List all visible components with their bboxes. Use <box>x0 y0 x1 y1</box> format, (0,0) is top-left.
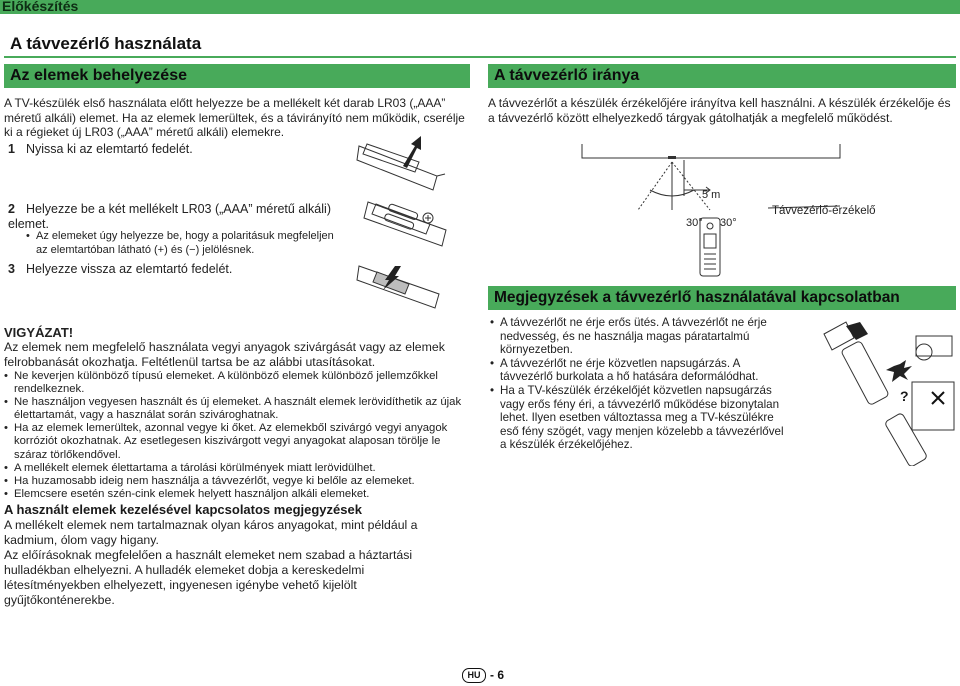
direction-heading-bar <box>488 64 956 88</box>
disposal-p1: A mellékelt elemek nem tartalmaznak olyan káros anyagokat, mint például a kadmium, ólom vagy higany. <box>4 518 418 547</box>
step-2-bullets <box>26 230 348 257</box>
step-1 <box>8 142 338 157</box>
batteries-heading-bar <box>4 64 470 88</box>
batteries-intro: A TV-készülék első használata előtt helyezze be a mellékelt két darab LR03 („AAA” méretű alkáli) elemet. Ha az elemek lemerültek, és a távirányító nem működik, cserélje ki a régieket új LR03 („AAA” méretű alkáli) elemekre. <box>4 96 465 139</box>
section-header-label: Előkészítés <box>2 0 79 14</box>
notes-heading: Megjegyzések a távvezérlő használatával kapcsolatban <box>494 289 900 306</box>
direction-heading: A távvezérlő iránya <box>494 67 640 84</box>
notes-bullet: • Ha a TV-készülék érzékelőjét közvetlen napsugárzás vagy erős fény éri, a távvezérlő működése bizonytalan lehet. Ilyen esetben változtassa meg a TV-készülékre eső fény szögét, vagy menjen közelebb a távvezérlővel a készülék érzékelőjéhez. <box>490 384 790 452</box>
caution-bullet: • Ha az elemek lemerültek, azonnal vegye ki őket. Az elemekből szivárgó vegyi anyagok korróziót okozhatnak. Az esetlegesen kiszivárgott vegyi anyagokat alaposan törölje le száraz törlőkendővel. <box>4 422 466 461</box>
section-header-bar <box>0 0 960 14</box>
step-1-number: 1 <box>8 142 15 156</box>
angle-right-label: 30° <box>720 217 737 229</box>
disposal-title: A használt elemek kezelésével kapcsolatos megjegyzések <box>4 502 362 517</box>
page-number <box>462 668 504 683</box>
disposal-p2: Az előírásoknak megfelelően a használt elemeket nem szabad a háztartási hulladékban elhelyezni. A hulladék elemeket dobja a kereskedelmi létesítményekben elhelyezett, ingyenesen igénybe vehető kijelölt gyűjtőkonténerekbe. <box>4 548 413 607</box>
caution-text: Az elemek nem megfelelő használata vegyi anyagok szivárgását vagy az elemek felrobbanását okozhatja. Feltétlenül tartsa be az alábbi utasításokat. <box>4 340 445 369</box>
language-badge: HU <box>462 668 486 683</box>
page-number-text: - 6 <box>490 668 505 682</box>
battery-insert-illustration <box>362 192 462 258</box>
notes-heading-bar <box>488 286 956 310</box>
step-3-text: Helyezze vissza az elemtartó fedelét. <box>26 262 233 276</box>
remote-close-cover-illustration <box>355 258 455 314</box>
step-2-text: Helyezze be a két mellékelt LR03 („AAA” méretű alkáli) elemet. <box>8 202 331 231</box>
batteries-heading: Az elemek behelyezése <box>10 67 187 84</box>
angle-left-label: 30° <box>686 217 703 229</box>
step-2-number: 2 <box>8 202 15 216</box>
sunlight-warning-illustration <box>820 316 956 466</box>
notes-bullets <box>490 316 790 452</box>
page-title: A távvezérlő használata <box>10 34 202 53</box>
step-1-text: Nyissa ki az elemtartó fedelét. <box>26 142 193 156</box>
step-2 <box>8 202 348 231</box>
caution-bullet: • Ne keverjen különböző típusú elemeket. A különböző elemek különböző jellemzőkkel rendelkeznek. <box>4 370 466 396</box>
notes-bullet: • A távvezérlőt ne érje erős ütés. A távvezérlőt ne érje nedvesség, és ne használja magas páratartalmú környezetben. <box>490 316 790 357</box>
notes-bullet: • A távvezérlőt ne érje közvetlen napsugárzás. A távvezérlő burkolata a hő hatására deformálódhat. <box>490 357 790 384</box>
step-3 <box>8 262 348 277</box>
question-mark: ? <box>900 388 909 404</box>
distance-label: 5 m <box>702 189 721 201</box>
caution-bullets <box>4 370 466 501</box>
caution-bullet: • A mellékelt elemek élettartama a tárolási körülmények miatt lerövidülhet. <box>4 462 466 475</box>
step-3-number: 3 <box>8 262 15 276</box>
caution-bullet: • Elemcsere esetén szén-cink elemek helyett használjon alkáli elemeket. <box>4 488 466 501</box>
step-2-bullet: • Az elemeket úgy helyezze be, hogy a polaritásuk megfeleljen az elemtartóban látható (+) és (−) jelölésnek. <box>26 230 348 257</box>
caution-title: VIGYÁZAT! <box>4 325 74 340</box>
title-underline <box>4 56 956 58</box>
remote-open-cover-illustration <box>355 132 455 196</box>
direction-text: A távvezérlőt a készülék érzékelőjére irányítva kell használni. A készülék érzékelője és a távvezérlő között elhelyezkedő tárgyak gátolhatják a megfelelő működést. <box>488 96 951 125</box>
caution-bullet: • Ne használjon vegyesen használt és új elemeket. A használt elemek lerövidíthetik az újak élettartamát, vagy a használat során szivároghatnak. <box>4 396 466 422</box>
caution-bullet: • Ha huzamosabb ideig nem használja a távvezérlőt, vegye ki belőle az elemeket. <box>4 475 466 488</box>
sensor-label: Távvezérlő-érzékelő <box>772 205 876 217</box>
